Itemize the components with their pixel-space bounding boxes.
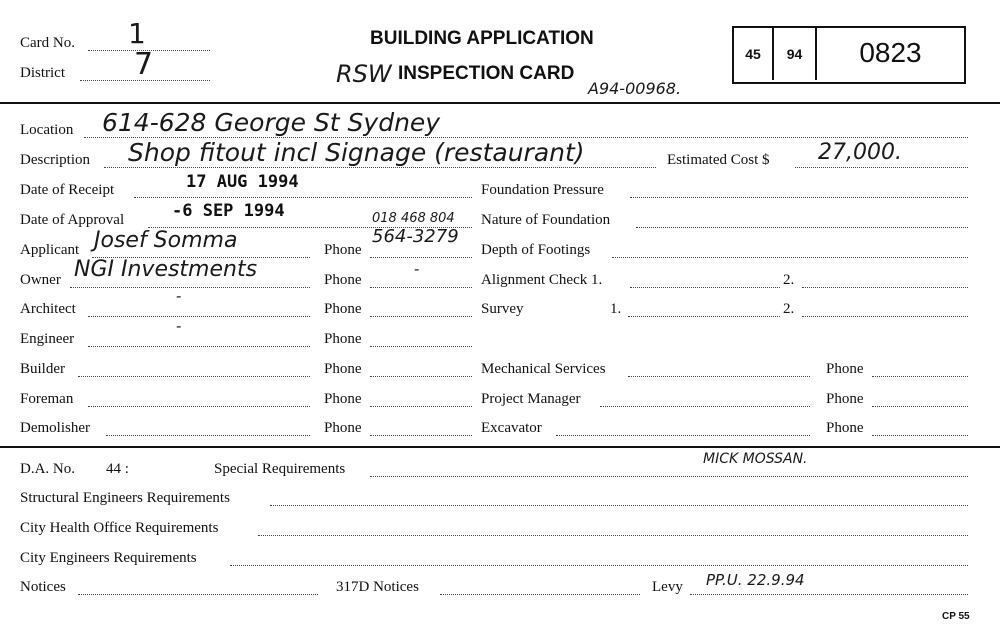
special-requirements-value: MICK MOSSAN.	[703, 451, 808, 467]
survey-line-2	[802, 316, 968, 317]
alignment-check-2: 2.	[783, 272, 795, 288]
applicant-value: Josef Somma	[94, 228, 238, 253]
architect-phone-line	[370, 316, 472, 317]
demolisher-phone-line	[370, 435, 472, 436]
structural-engineers-label: Structural Engineers Requirements	[20, 490, 230, 506]
builder-label: Builder	[20, 361, 65, 377]
owner-phone-label: Phone	[324, 272, 362, 288]
owner-phone-value: -	[414, 260, 420, 278]
survey-1: 1.	[610, 301, 622, 317]
card-no-value: 1	[128, 17, 146, 50]
da-no-value: 44 :	[106, 461, 129, 477]
location-label: Location	[20, 122, 74, 138]
city-engineers-label: City Engineers Requirements	[20, 550, 197, 566]
city-health-label: City Health Office Requirements	[20, 520, 219, 536]
builder-line	[78, 376, 310, 377]
date-of-receipt-label: Date of Receipt	[20, 182, 115, 198]
applicant-phone-value: 564-3279	[372, 226, 459, 247]
levy-label: Levy	[652, 579, 683, 595]
survey-line-1	[628, 316, 780, 317]
estimated-cost-label: Estimated Cost $	[667, 152, 770, 168]
owner-phone-line	[370, 287, 472, 288]
date-of-approval-label: Date of Approval	[20, 212, 125, 228]
demolisher-label: Demolisher	[20, 420, 90, 436]
date-of-receipt-stamp: 17 AUG 1994	[186, 172, 299, 192]
engineer-phone-label: Phone	[324, 331, 362, 347]
levy-line	[690, 594, 968, 595]
nature-of-foundation-label: Nature of Foundation	[481, 212, 611, 228]
alignment-check-line-2	[802, 287, 968, 288]
notices-317d-line	[440, 594, 640, 595]
architect-label: Architect	[20, 301, 76, 317]
depth-of-footings-line	[612, 257, 968, 258]
engineer-value: -	[176, 317, 182, 335]
foreman-phone-label: Phone	[324, 391, 362, 407]
engineer-label: Engineer	[20, 331, 75, 347]
district-handwritten: RSW	[336, 60, 392, 88]
description-line	[104, 167, 656, 168]
city-engineers-line	[230, 565, 968, 566]
project-manager-line	[600, 406, 810, 407]
notices-label: Notices	[20, 579, 66, 595]
structural-engineers-line	[270, 505, 968, 506]
special-requirements-line	[370, 476, 968, 477]
header-divider	[0, 102, 1000, 104]
district-value: 7	[134, 47, 154, 82]
city-health-line	[258, 535, 968, 536]
description-value: Shop fitout incl Signage (restaurant)	[128, 138, 585, 167]
excavator-phone-label: Phone	[826, 420, 864, 436]
engineer-line	[88, 346, 310, 347]
title-inspection-card: INSPECTION CARD	[398, 63, 575, 84]
builder-phone-label: Phone	[324, 361, 362, 377]
project-manager-phone-line	[872, 406, 968, 407]
architect-value: -	[176, 287, 182, 305]
box-code-a: 45	[745, 46, 761, 62]
foundation-pressure-label: Foundation Pressure	[481, 182, 604, 198]
special-requirements-label: Special Requirements	[214, 461, 346, 477]
architect-line	[88, 316, 310, 317]
notices-317d-label: 317D Notices	[336, 579, 419, 595]
demolisher-phone-label: Phone	[324, 420, 362, 436]
owner-value: NGI Investments	[74, 257, 258, 282]
box-card-number: 0823	[859, 37, 922, 68]
excavator-line	[556, 435, 810, 436]
title-building-application: BUILDING APPLICATION	[370, 28, 594, 49]
estimated-cost-line	[795, 167, 968, 168]
date-of-approval-stamp: -6 SEP 1994	[172, 201, 285, 221]
depth-of-footings-label: Depth of Footings	[481, 242, 591, 258]
project-manager-phone-label: Phone	[826, 391, 864, 407]
engineer-phone-line	[370, 346, 472, 347]
location-value: 614-628 George St Sydney	[102, 108, 441, 137]
notices-line	[78, 594, 318, 595]
foreman-label: Foreman	[20, 391, 74, 407]
mechanical-services-label: Mechanical Services	[481, 361, 606, 377]
foundation-pressure-line	[630, 197, 968, 198]
owner-label: Owner	[20, 272, 61, 288]
da-no-label: D.A. No.	[20, 461, 75, 477]
form-code: CP 55	[942, 611, 970, 622]
section-divider	[0, 446, 1000, 448]
applicant-label: Applicant	[20, 242, 80, 258]
builder-phone-line	[370, 376, 472, 377]
mechanical-phone-line	[872, 376, 968, 377]
mechanical-phone-label: Phone	[826, 361, 864, 377]
survey-2: 2.	[783, 301, 795, 317]
alignment-check-line-1	[630, 287, 780, 288]
owner-line	[70, 287, 310, 288]
box-code-b: 94	[786, 46, 803, 62]
foreman-phone-line	[370, 406, 472, 407]
project-manager-label: Project Manager	[481, 391, 581, 407]
alignment-check-label: Alignment Check 1.	[481, 272, 603, 288]
applicant-phone-secondary: 018 468 804	[372, 211, 455, 226]
date-of-receipt-line	[134, 197, 472, 198]
nature-of-foundation-line	[636, 227, 968, 228]
applicant-phone-line	[370, 257, 472, 258]
district-label: District	[20, 65, 65, 81]
excavator-phone-line	[872, 435, 968, 436]
description-label: Description	[20, 152, 90, 168]
architect-phone-label: Phone	[324, 301, 362, 317]
excavator-label: Excavator	[481, 420, 542, 436]
survey-label: Survey	[481, 301, 524, 317]
demolisher-line	[106, 435, 310, 436]
foreman-line	[88, 406, 310, 407]
estimated-cost-value: 27,000.	[818, 140, 902, 165]
levy-value: PP.U. 22.9.94	[706, 571, 805, 589]
reference-number: A94-00968.	[588, 79, 682, 98]
card-no-label: Card No.	[20, 35, 75, 51]
applicant-phone-label: Phone	[324, 242, 362, 258]
mechanical-services-line	[628, 376, 810, 377]
